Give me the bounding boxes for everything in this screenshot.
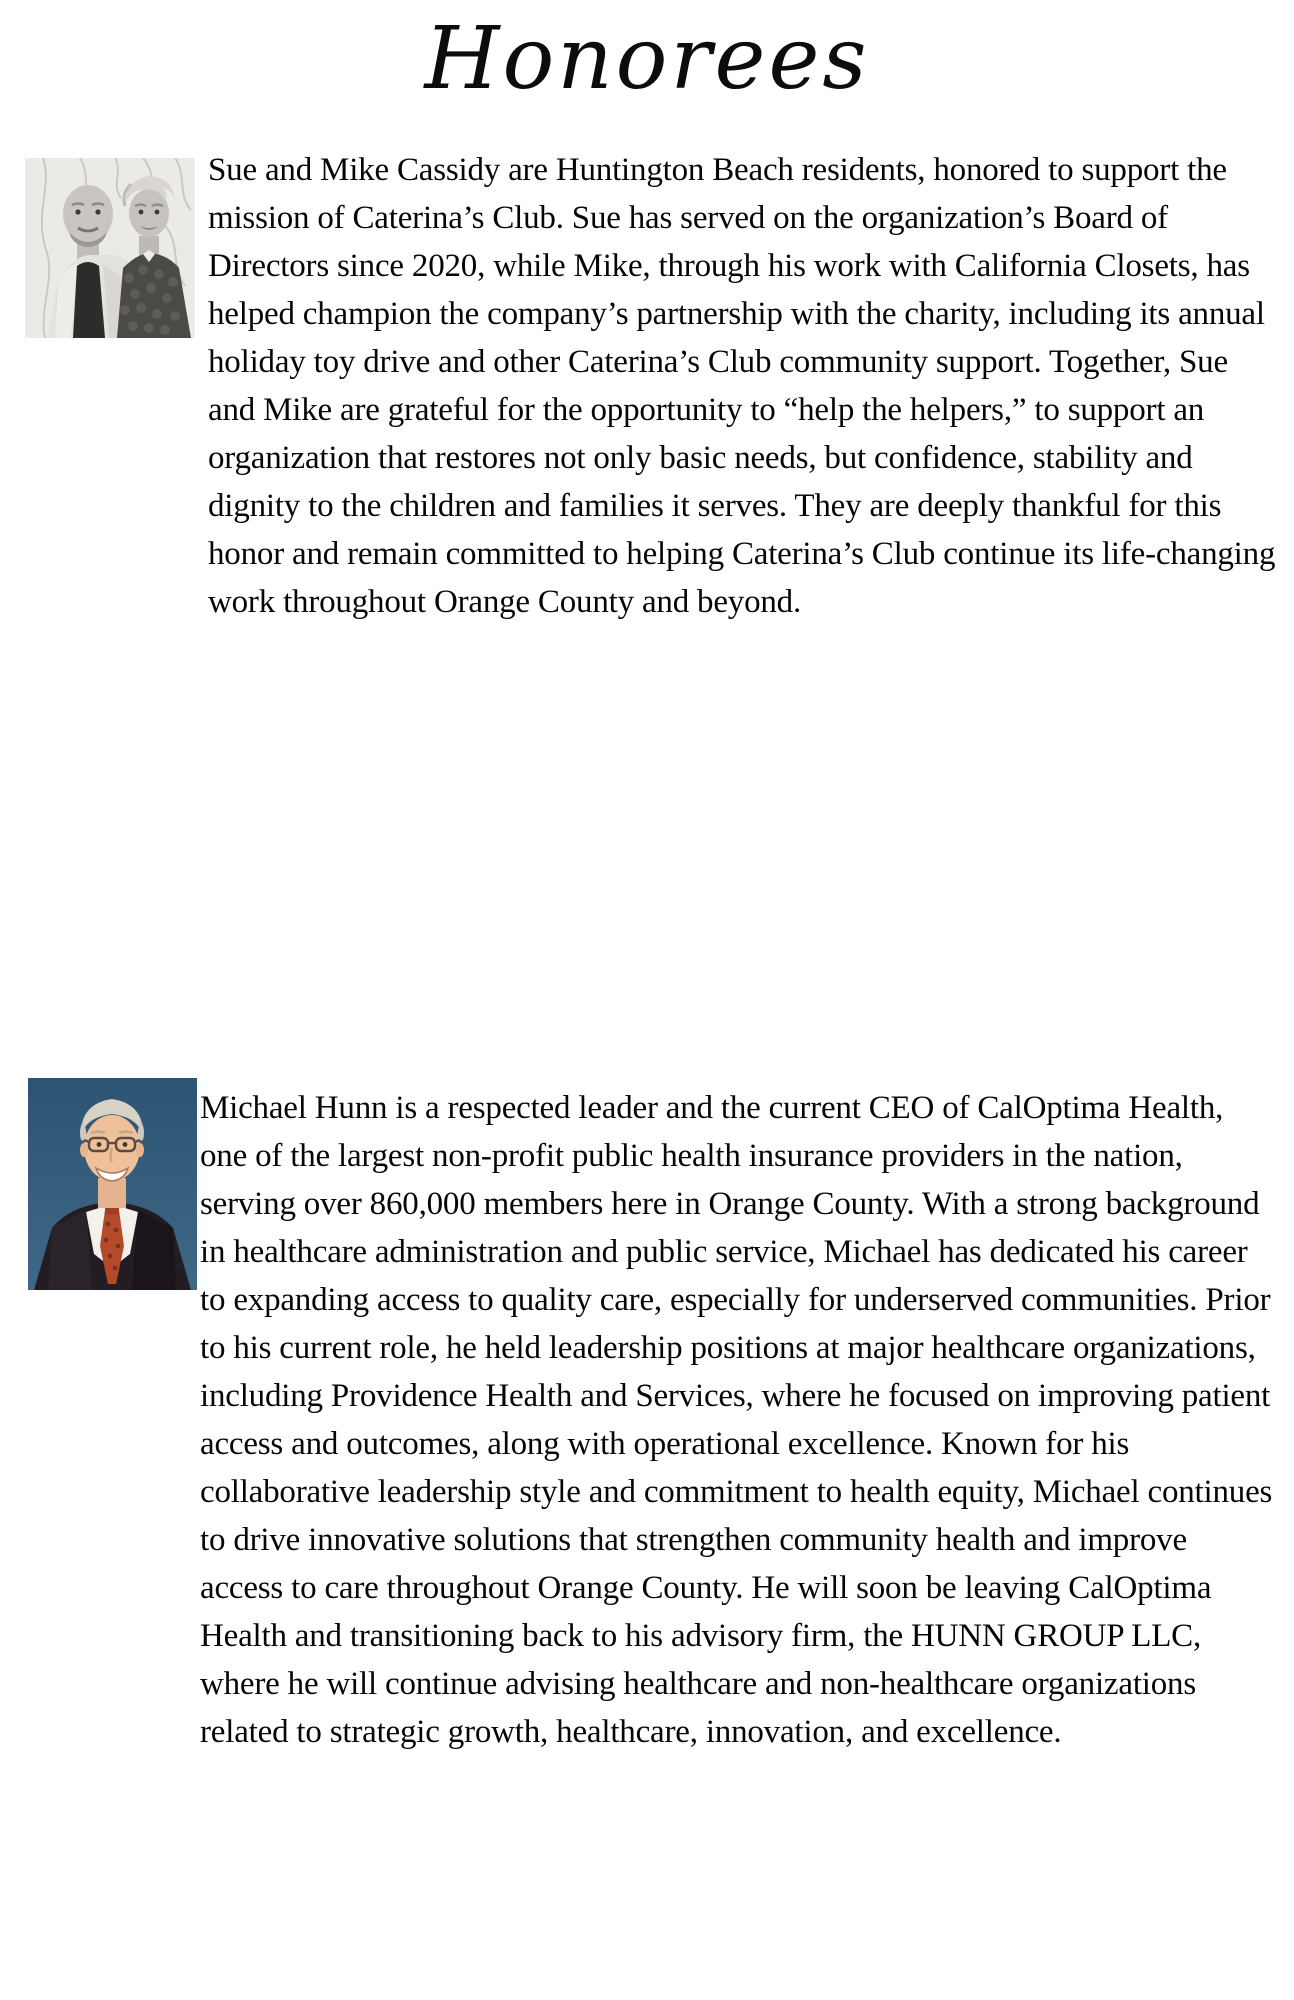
neck (98, 1178, 126, 1208)
hunn-bio-text: Michael Hunn is a respected leader and the current CEO of CalOptima Health, one of the largest non-profit public health insurance providers in the nation, serving over 860,000 members here in Orange County. With a strong background in healthcare administration and public service, Michael has dedicated his career to expanding access to quality care, especially for underserved communities. Prior to his current role, he held leadership positions at major healthcare organizations, including Providence Health and Services, where he focused on improving patient access and outcomes, along with operational excellence. Known for his collaborative leadership style and commitment to health equity, Michael continues to drive innovative solutions that strengthen community health and improve access to care throughout Orange County. He will soon be leaving CalOptima Health and transitioning back to his advisory firm, the HUNN GROUP LLC, where he will continue advising healthcare and non-healthcare organizations related to strategic growth, healthcare, innovation, and excellence. (200, 1090, 1273, 1750)
cassidy-photo (25, 158, 195, 338)
couple-portrait-illustration (25, 158, 195, 338)
hunn-portrait-illustration (28, 1078, 197, 1290)
left-eye (97, 1142, 102, 1147)
woman-right-eye (155, 210, 160, 215)
woman-left-eye (139, 210, 144, 215)
right-eye (123, 1142, 128, 1147)
hunn-photo (28, 1078, 197, 1290)
man-right-eye (95, 209, 100, 214)
page-title: Honorees (424, 9, 870, 109)
right-ear (136, 1143, 144, 1157)
cassidy-bio-text: Sue and Mike Cassidy are Huntington Beach residents, honored to support the mission of Caterina’s Club. Sue has served on the organization’s Board of Directors since 2020, while Mike, through his work with California Closets, has helped champion the company’s partnership with the charity, including its annual holiday toy drive and other Caterina’s Club community support. Together, Sue and Mike are grateful for the opportunity to “help the helpers,” to support an organization that restores not only basic needs, but confidence, stability and dignity to the children and families it serves. They are deeply thankful for this honor and remain committed to helping Caterina’s Club continue its life-changing work throughout Orange County and beyond. (208, 152, 1276, 620)
man-left-eye (75, 209, 80, 214)
left-ear (80, 1143, 88, 1157)
